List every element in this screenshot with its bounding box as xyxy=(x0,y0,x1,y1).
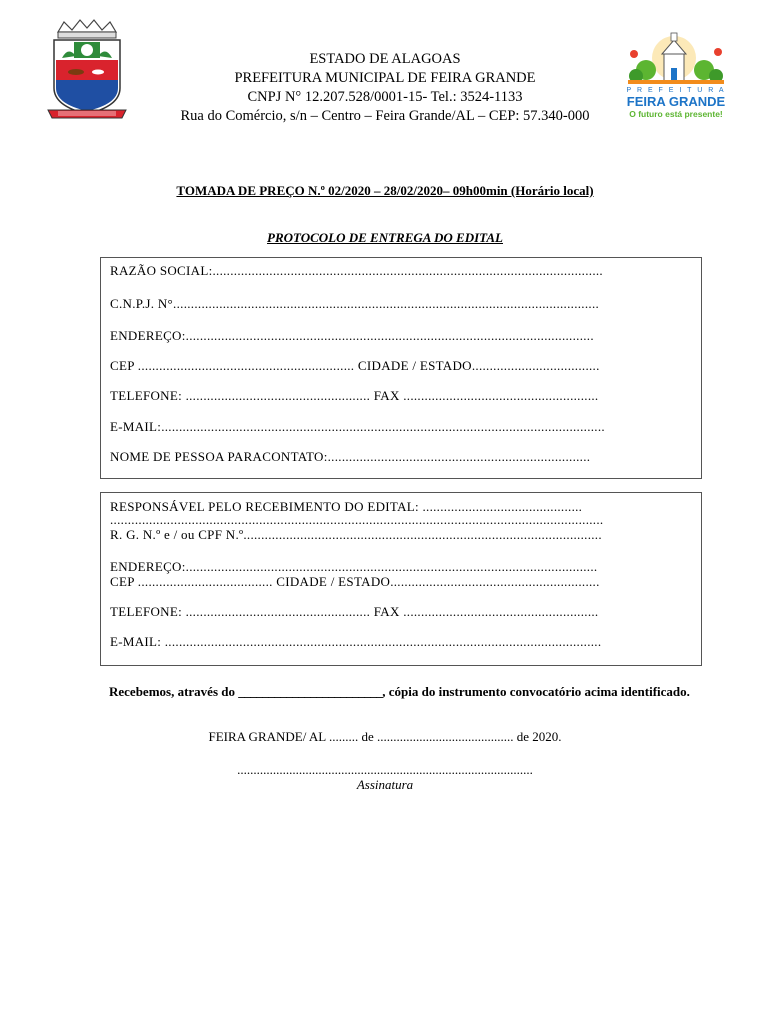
signature-label: Assinatura xyxy=(356,777,414,792)
municipal-crest-icon xyxy=(44,18,130,122)
date-line: FEIRA GRANDE/ AL ......... de .......................................... de 2020. xyxy=(208,729,562,744)
responsible-box xyxy=(100,492,702,666)
razao-social-field: RAZÃO SOCIAL:.............................................................................................................. xyxy=(110,263,603,278)
responsible-address-field: ENDEREÇO:.................................................................................................................... xyxy=(110,559,598,574)
company-data-box xyxy=(100,257,702,479)
receipt-statement xyxy=(109,683,699,700)
responsible-cep-city-field: CEP ...................................... CIDADE / ESTADO........................................................... xyxy=(110,574,600,589)
logo-name: FEIRA GRANDE xyxy=(626,94,726,109)
email-field: E-MAIL:............................................................................................................................. xyxy=(110,419,605,434)
logo-slogan: O futuro está presente! xyxy=(629,109,723,119)
cnpj-field: C.N.P.J. N°........................................................................................................................ xyxy=(110,296,600,311)
responsible-phone-fax-field: TELEFONE: .................................................... FAX ....................................................... xyxy=(110,604,599,619)
responsible-email-field: E-MAIL: ........................................................................................................................... xyxy=(110,634,602,649)
responsible-field: RESPONSÁVEL PELO RECEBIMENTO DO EDITAL: ............................................. xyxy=(110,499,583,514)
receipt-suffix: , cópia do instrumento convocatório acima identificado. xyxy=(382,684,690,699)
prefecture-name: PREFEITURA MUNICIPAL DE FEIRA GRANDE xyxy=(234,70,536,86)
rg-cpf-field: R. G. N.º e / ou CPF N.º..................................................................................................... xyxy=(110,527,602,542)
cep-city-field: CEP ............................................................. CIDADE / ESTADO.................................... xyxy=(110,358,600,373)
tender-title: TOMADA DE PREÇO N.º 02/2020 – 28/02/2020– 09h00min (Horário local) xyxy=(176,183,594,198)
signature-line: ........................................................................................... xyxy=(237,762,533,777)
protocol-title: PROTOCOLO DE ENTREGA DO EDITAL xyxy=(267,230,503,245)
address-field: ENDEREÇO:................................................................................................................... xyxy=(110,328,594,343)
contact-person-field: NOME DE PESSOA PARACONTATO:.......................................................................... xyxy=(110,449,591,464)
cnpj-phone: CNPJ N° 12.207.528/0001-15- Tel.: 3524-1133 xyxy=(247,89,523,105)
responsible-continuation: ........................................................................................................................................... xyxy=(110,512,604,527)
letterhead xyxy=(150,50,620,126)
receipt-blank: ________________________ xyxy=(238,684,383,699)
state-name: ESTADO DE ALAGOAS xyxy=(309,51,461,67)
phone-fax-field: TELEFONE: .................................................... FAX ....................................................... xyxy=(110,388,599,403)
address: Rua do Comércio, s/n – Centro – Feira Grande/AL – CEP: 57.340-000 xyxy=(180,108,590,124)
prefeitura-logo-icon xyxy=(624,30,734,122)
logo-top-text: P R E F E I T U R A xyxy=(626,87,726,94)
receipt-prefix: Recebemos, através do xyxy=(109,684,239,699)
